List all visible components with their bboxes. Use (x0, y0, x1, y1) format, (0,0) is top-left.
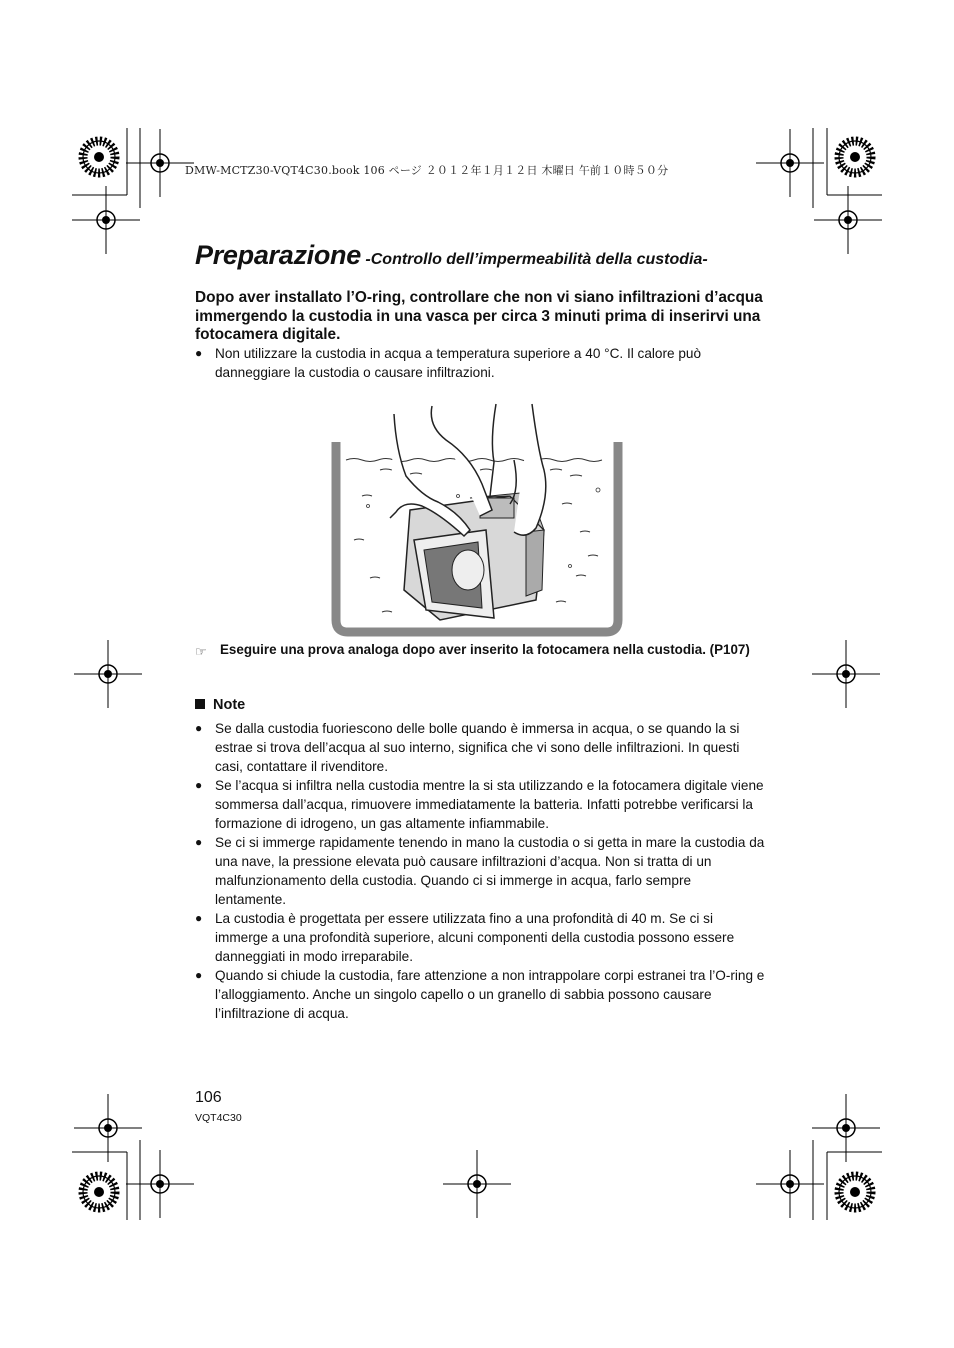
note-text: Se ci si immerge rapidamente tenendo in mano la custodia o si getta in mare la custodia da una nave, la pressione elevata può causare infiltrazioni d’acqua. Non si tratta di un malfunzionamento della custodia. Quando ci si immerge in acqua, farlo sempre lentamente. (215, 835, 765, 907)
list-item (195, 776, 765, 833)
bullet-icon: ● (195, 778, 203, 792)
title-main: Preparazione (195, 240, 361, 270)
page-number: 106 (195, 1089, 222, 1106)
warning-text: Non utilizzare la custodia in acqua a temperatura superiore a 40 °C. Il calore può danneggiare la custodia o causare infiltrazioni. (215, 346, 702, 380)
list-item (195, 966, 765, 1023)
bullet-icon: ● (195, 835, 203, 849)
note-text: Se l’acqua si infiltra nella custodia mentre la si sta utilizzando e la fotocamera digitale viene sommersa dall’acqua, rimuovere immediatamente la batteria. Infatti potrebbe verificarsi la formazione di idrogeno, un gas altamente infiammabile. (215, 778, 764, 831)
note-heading (195, 697, 245, 713)
note-heading-text: Note (213, 697, 246, 713)
reference-text: Eseguire una prova analoga dopo aver inserito la fotocamera nella custodia. (P107) (220, 642, 750, 657)
title-subtitle: -Controllo dell’impermeabilità della custodia- (360, 251, 708, 268)
pointing-hand-icon: ☞ (195, 644, 207, 659)
illustration-water-test (330, 400, 625, 640)
warning-item (195, 344, 760, 382)
reference-note (195, 640, 760, 660)
bullet-icon: ● (195, 968, 203, 982)
list-item (195, 833, 765, 909)
print-header: DMW-MCTZ30-VQT4C30.book 106 ページ ２０１２年１月１２日 木曜日 午前１０時５０分 (185, 164, 669, 177)
intro-paragraph: Dopo aver installato l’O-ring, controllare che non vi siano infiltrazioni d’acqua immergendo la custodia in una vasca per circa 3 minuti prima di inserirvi una fotocamera digitale. (195, 289, 763, 344)
list-item (195, 719, 765, 776)
bullet-icon: ● (195, 721, 203, 735)
list-item (195, 909, 765, 966)
note-text: Quando si chiude la custodia, fare attenzione a non intrappolare corpi estranei tra l’O-ring e l’alloggiamento. Anche un singolo capello o un granello di sabbia possono causare l’infiltrazione di acqua. (215, 968, 765, 1021)
note-text: Se dalla custodia fuoriescono delle bolle quando è immersa in acqua, o se quando la si estrae si trova dell’acqua al suo interno, significa che vi sono delle infiltrazioni. In questi casi, contattare il rivenditore. (215, 721, 740, 774)
warning-list (195, 344, 760, 382)
bullet-icon: ● (195, 346, 203, 360)
square-bullet-icon (195, 699, 205, 709)
bullet-icon: ● (195, 911, 203, 925)
document-code: VQT4C30 (195, 1112, 242, 1124)
page-title (195, 240, 775, 271)
note-text: La custodia è progettata per essere utilizzata fino a una profondità di 40 m. Se ci si immerge a una profondità superiore, alcuni componenti della custodia possono essere danneggiati in modo irreparabile. (215, 911, 735, 964)
notes-list (195, 719, 765, 1023)
